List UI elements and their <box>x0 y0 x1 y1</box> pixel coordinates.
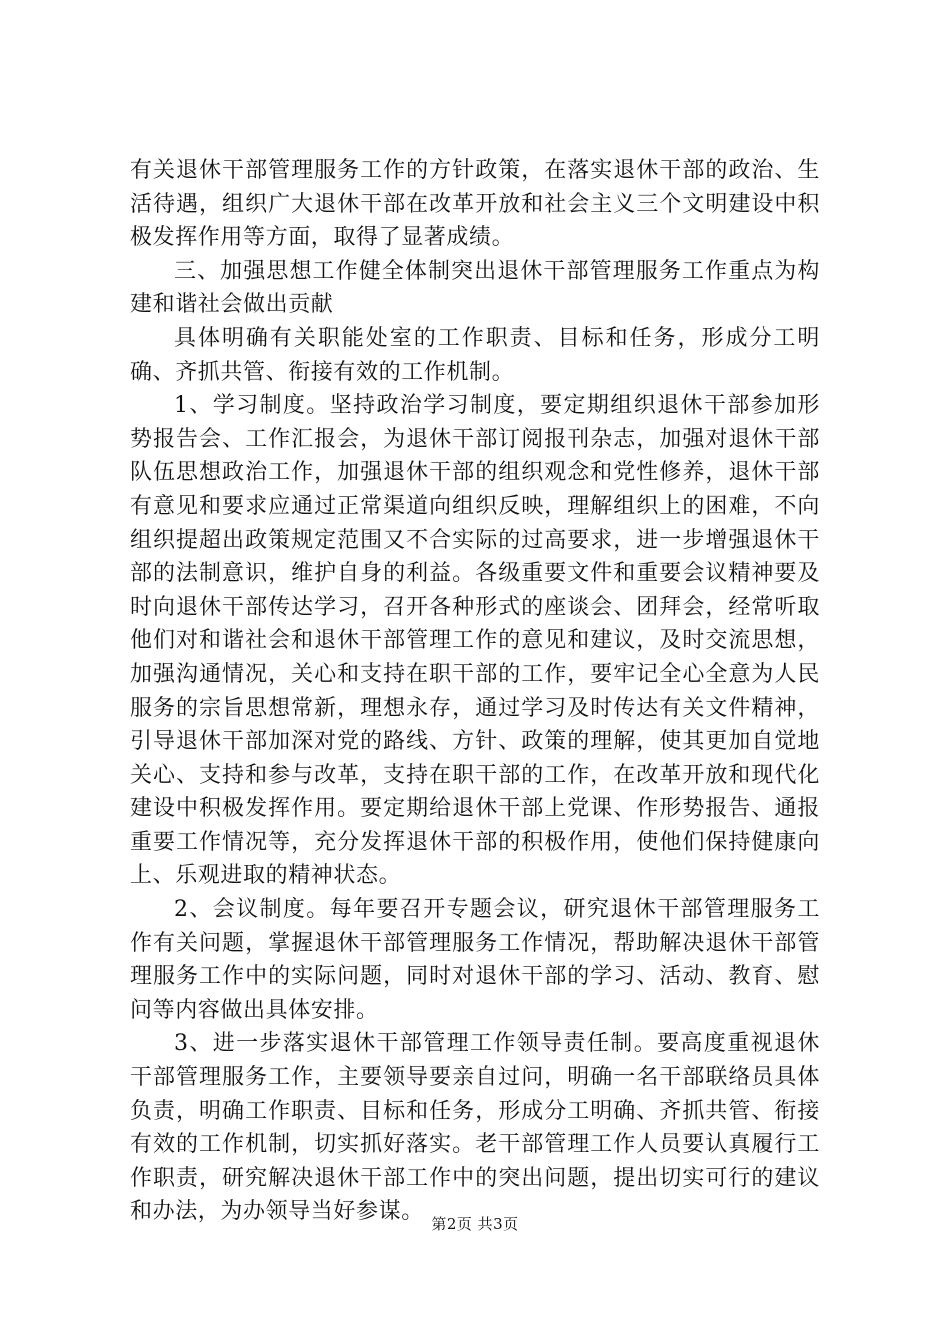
section-heading: 三、加强思想工作健全体制突出退休干部管理服务工作重点为构建和谐社会做出贡献 <box>130 258 820 318</box>
paragraph-intro: 具体明确有关职能处室的工作职责、目标和任务，形成分工明确、齐抓共管、衔接有效的工作机制。 <box>130 325 820 385</box>
paragraph-continuation: 有关退休干部管理服务工作的方针政策，在落实退休干部的政治、生活待遇，组织广大退休干部在改革开放和社会主义三个文明建设中积极发挥作用等方面，取得了显著成绩。 <box>130 158 820 251</box>
paragraph-study-system: 1、学习制度。坚持政治学习制度，要定期组织退休干部参加形势报告会、工作汇报会，为退休干部订阅报刊杂志，加强对退休干部队伍思想政治工作，加强退休干部的组织观念和党性修养，退休干部有意见和要求应通过正常渠道向组织反映，理解组织上的困难，不向组织提超出政策规定范围又不合实际的过高要求，进一步增强退休干部的法制意识，维护自身的利益。各级重要文件和重要会议精神要及时向退休干部传达学习，召开各种形式的座谈会、团拜会，经常听取他们对和谐社会和退休干部管理工作的意见和建议，及时交流思想，加强沟通情况，关心和支持在职干部的工作，要牢记全心全意为人民服务的宗旨思想常新，理想永存，通过学习及时传达有关文件精神，引导退休干部加深对党的路线、方针、政策的理解，使其更加自觉地关心、支持和参与改革，支持在职干部的工作，在改革开放和现代化建设中积极发挥作用。要定期给退休干部上党课、作形势报告、通报重要工作情况等，充分发挥退休干部的积极作用，使他们保持健康向上、乐观进取的精神状态。 <box>130 393 820 889</box>
page-number-footer: 第2页 共3页 <box>431 1215 519 1233</box>
paragraph-responsibility-system: 3、进一步落实退休干部管理工作领导责任制。要高度重视退休干部管理服务工作，主要领导要亲自过问，明确一名干部联络员具体负责，明确工作职责、目标和任务，形成分工明确、齐抓共管、衔接有效的工作机制，切实抓好落实。老干部管理工作人员要认真履行工作职责，研究解决退休干部工作中的突出问题，提出切实可行的建议和办法，为办领导当好参谋。 <box>130 1031 820 1225</box>
paragraph-meeting-system: 2、会议制度。每年要召开专题会议，研究退休干部管理服务工作有关问题，掌握退休干部管理服务工作情况，帮助解决退休干部管理服务工作中的实际问题，同时对退休干部的学习、活动、教育、慰问等内容做出具体安排。 <box>130 897 820 1023</box>
document-body <box>130 154 820 1229</box>
